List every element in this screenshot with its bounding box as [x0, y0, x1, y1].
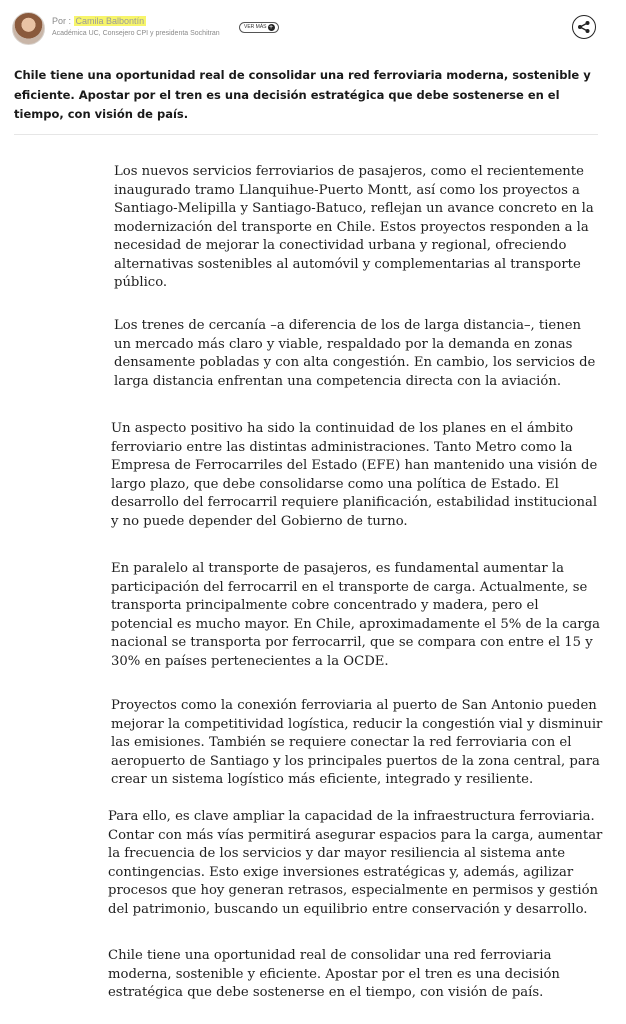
author-role: Académica UC, Consejero CPI y presidenta Sochitran — [52, 30, 220, 37]
author-byline — [52, 16, 146, 26]
article-paragraph: Proyectos como la conexión ferroviaria al puerto de San Antonio pueden mejorar la competitividad logística, reducir la congestión vial y disminuir las emisiones. También se requiere conectar la red ferroviaria con el aeropuerto de Santiago y los principales puertos de la zona central, para crear un sistema logístico más eficiente, integrado y resiliente. — [111, 698, 603, 787]
ver-mas-button[interactable] — [239, 22, 279, 33]
ver-mas-label: VER MÁS — [244, 24, 267, 30]
plus-circle-icon: + — [268, 24, 274, 31]
divider — [14, 134, 598, 135]
share-icon — [577, 20, 591, 34]
by-label: Por : — [52, 16, 72, 26]
article-paragraph: Los trenes de cercanía –a diferencia de los de larga distancia–, tienen un mercado más claro y viable, respaldado por la demanda en zonas densamente pobladas y con alta congestión. En cambio, los servicios de larga distancia enfrentan una competencia directa con la aviación. — [114, 318, 596, 389]
article-paragraph: Chile tiene una oportunidad real de consolidar una red ferroviaria moderna, sostenible y eficiente. Apostar por el tren es una decisión estratégica que debe sostenerse en el tiempo, con visión de país. — [108, 948, 560, 1000]
author-avatar[interactable] — [12, 12, 45, 45]
article-paragraph: En paralelo al transporte de pasajeros, es fundamental aumentar la participación del ferrocarril en el transporte de carga. Actualmente, se transporta principalmente cobre concentrado y madera, pero el potencial es mucho mayor. En Chile, aproximadamente el 5% de la carga nacional se transporta por ferrocarril, que se compara con entre el 15 y 30% en países pertenecientes a la OCDE. — [111, 561, 601, 669]
article-paragraph: Los nuevos servicios ferroviarios de pasajeros, como el recientemente inaugurado tramo Llanquihue-Puerto Montt, así como los proyectos a Santiago-Melipilla y Santiago-Batuco, reflejan un avance concreto en la modernización del transporte en Chile. Estos proyectos responden a la necesidad de mejorar la conectividad urbana y regional, ofreciendo alternativas sostenibles al automóvil y complementarias al transporte público. — [114, 164, 594, 290]
author-name[interactable]: Camila Balbontín — [75, 16, 145, 26]
article-paragraph: Para ello, es clave ampliar la capacidad de la infraestructura ferroviaria. Contar con más vías permitirá asegurar espacios para la carga, aumentar la frecuencia de los servicios y dar mayor resiliencia al sistema ante contingencias. Esto exige inversiones estratégicas y, además, agilizar procesos que hoy generan retrasos, especialmente en permisos y gestión del patrimonio, buscando un equilibrio entre conservación y desarrollo. — [108, 809, 603, 917]
article-lead: Chile tiene una oportunidad real de consolidar una red ferroviaria moderna, sostenible y eficiente. Apostar por el tren es una decisión estratégica que debe sostenerse en el tiempo, con visión de país. — [14, 68, 591, 121]
share-button[interactable] — [572, 15, 596, 39]
author-bar — [12, 10, 614, 46]
article-paragraph: Un aspecto positivo ha sido la continuidad de los planes en el ámbito ferroviario entre las distintas administraciones. Tanto Metro como la Empresa de Ferrocarriles del Estado (EFE) han mantenido una visión de largo plazo, que debe consolidarse como una política de Estado. El desarrollo del ferrocarril requiere planificación, estabilidad institucional y no puede depender del Gobierno de turno. — [111, 421, 598, 529]
